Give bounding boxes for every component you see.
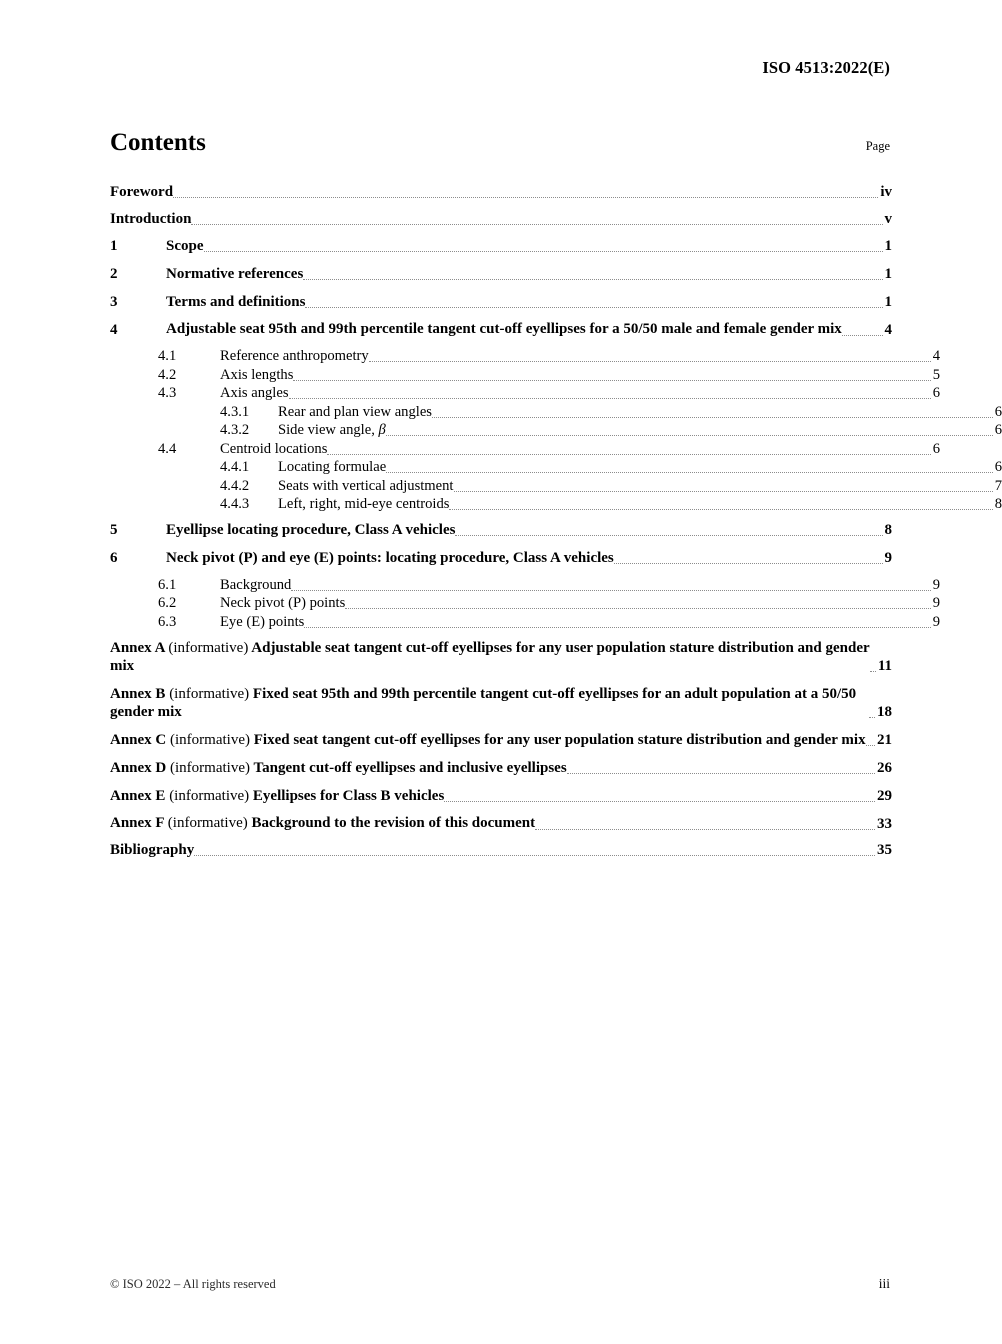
toc-entry-title: Eyellipse locating procedure, Class A vehicles [166, 522, 456, 539]
toc-entry-title: Background [220, 576, 292, 593]
toc-entry-page: 1 [884, 293, 892, 310]
toc-entry-clause-4-4-1[interactable] [110, 459, 1002, 476]
annex-kind: (informative) [169, 787, 250, 804]
toc-entry-number: 4.4.2 [220, 477, 250, 494]
dot-leader [567, 772, 875, 774]
toc-entry-number: 4.4.1 [220, 459, 250, 476]
toc-entry-clause-6-1[interactable] [110, 577, 940, 594]
toc-entry-title: Adjustable seat 95th and 99th percentile tangent cut-off eyellipses for a 50/50 male and female gender mix [166, 321, 842, 338]
toc-title-wrap [278, 404, 993, 421]
toc-title-wrap [166, 265, 883, 283]
toc-entry-page: 9 [884, 550, 892, 567]
toc-entry-title: Locating formulae [278, 459, 387, 476]
toc-entry-number: 4.4.3 [220, 496, 250, 513]
toc-entry-page: 9 [932, 613, 940, 630]
toc-title-wrap [110, 759, 875, 777]
toc-entry-clause-6-3[interactable] [110, 614, 940, 631]
dot-leader [454, 490, 993, 492]
dot-leader [327, 453, 930, 455]
toc-entry-clause-1[interactable] [110, 237, 892, 255]
toc-title-wrap [220, 614, 931, 631]
toc-title-wrap [166, 237, 883, 255]
dot-leader [304, 626, 930, 628]
toc-entry-number: 6.1 [158, 576, 177, 593]
toc-title-wrap [220, 348, 931, 365]
toc-entry-annex-d[interactable] [110, 759, 892, 777]
toc-entry-number: 2 [110, 266, 118, 283]
toc-entry-title [54, 685, 869, 722]
toc-entry-number: 6.2 [158, 595, 177, 612]
toc-entry-page: 6 [994, 422, 1002, 439]
table-of-contents [110, 184, 1002, 869]
toc-entry-clause-6-2[interactable] [110, 595, 940, 612]
dot-leader [444, 800, 875, 802]
toc-entry-number: 4.2 [158, 366, 177, 383]
toc-entry-number: 4.3.1 [220, 403, 250, 420]
toc-entry-clause-4-4-3[interactable] [110, 496, 1002, 513]
toc-entry-page: 6 [994, 459, 1002, 476]
toc-entry-page: v [884, 210, 892, 227]
dot-leader [614, 562, 883, 564]
toc-title-wrap [220, 441, 931, 458]
dot-leader [535, 828, 875, 830]
dot-leader [866, 744, 875, 746]
toc-entry-annex-a[interactable] [110, 639, 892, 676]
annex-label: Annex D [110, 759, 167, 776]
dot-leader [369, 360, 931, 362]
toc-entry-title: Eye (E) points [220, 613, 305, 630]
toc-title-wrap [166, 320, 883, 338]
toc-title-wrap [110, 787, 875, 805]
toc-entry-bibliography[interactable] [110, 842, 892, 859]
toc-entry-number: 4.3.2 [220, 422, 250, 439]
toc-entry-title [54, 759, 567, 777]
toc-entry-page: 7 [994, 477, 1002, 494]
dot-leader [386, 471, 993, 473]
annex-title: Background to the revision of this document [251, 815, 536, 832]
toc-entry-page: 4 [884, 321, 892, 338]
toc-entry-page: 1 [884, 238, 892, 255]
toc-entry-title [54, 731, 866, 749]
dot-leader [455, 534, 882, 536]
dot-leader [449, 508, 992, 510]
toc-entry-clause-4[interactable] [110, 320, 892, 338]
toc-entry-number: 4.3 [158, 385, 177, 402]
page-footer [110, 1276, 890, 1292]
toc-title-wrap [166, 549, 883, 567]
toc-entry-page: 6 [932, 385, 940, 402]
toc-title-wrap [220, 385, 931, 402]
toc-entry-title: Introduction [110, 210, 192, 227]
toc-title-wrap [166, 293, 883, 311]
toc-title-wrap [110, 211, 883, 228]
toc-title-wrap [110, 184, 878, 201]
dot-leader [303, 278, 882, 280]
toc-entry-page: 29 [877, 787, 892, 804]
toc-entry-number: 6 [110, 550, 118, 567]
toc-entry-number: 3 [110, 293, 118, 310]
toc-entry-page: 35 [877, 842, 892, 859]
contents-title-row [110, 130, 890, 155]
toc-title-wrap [110, 731, 875, 749]
toc-entry-annex-e[interactable] [110, 787, 892, 805]
annex-kind: (informative) [167, 815, 248, 832]
copyright-notice: © ISO 2022 – All rights reserved [110, 1277, 276, 1291]
toc-entry-page: 5 [932, 366, 940, 383]
toc-entry-title: Axis angles [220, 385, 289, 402]
annex-kind: (informative) [170, 759, 250, 776]
toc-entry-page: 1 [884, 266, 892, 283]
toc-entry-title: Foreword [110, 184, 174, 200]
toc-entry-page: 8 [884, 522, 892, 539]
toc-entry-page: iv [880, 184, 892, 200]
annex-title: Eyellipses for Class B vehicles [252, 787, 445, 804]
toc-title-wrap [110, 639, 876, 676]
dot-leader [291, 589, 930, 591]
dot-leader [345, 607, 930, 609]
dot-leader [293, 379, 930, 381]
toc-entry-clause-4-1[interactable] [110, 348, 940, 365]
toc-entry-page: 9 [932, 576, 940, 593]
toc-entry-clause-4-3[interactable] [110, 385, 940, 402]
annex-kind: (informative) [169, 685, 250, 702]
toc-entry-title: Left, right, mid-eye centroids [278, 496, 450, 513]
toc-entry-clause-6[interactable] [110, 549, 892, 567]
toc-title-wrap [278, 496, 993, 513]
toc-entry-clause-4-3-1[interactable] [110, 404, 1002, 421]
annex-title: Tangent cut-off eyellipses and inclusive eyellipses [253, 759, 567, 776]
toc-entry-clause-4-2[interactable] [110, 367, 940, 384]
dot-leader [191, 223, 882, 225]
toc-entry-clause-4-4[interactable] [110, 441, 940, 458]
beta-symbol: β [378, 422, 386, 439]
toc-entry-title: Neck pivot (P) and eye (E) points: locating procedure, Class A vehicles [166, 549, 614, 566]
toc-entry-title: Normative references [166, 265, 304, 282]
toc-entry-clause-4-4-2[interactable] [110, 478, 1002, 495]
toc-entry-title [54, 639, 870, 676]
toc-entry-number: 5 [110, 522, 118, 539]
toc-entry-number: 1 [110, 238, 118, 255]
toc-entry-title [54, 787, 444, 805]
toc-entry-introduction[interactable] [110, 211, 892, 228]
toc-title-wrap [110, 685, 875, 722]
toc-entry-page: 21 [877, 732, 892, 749]
dot-leader [204, 250, 883, 252]
toc-title-wrap [278, 422, 993, 439]
toc-entry-page: 11 [877, 658, 892, 675]
toc-entry-title: Bibliography [110, 842, 195, 859]
dot-leader [386, 434, 993, 436]
toc-title-wrap [110, 814, 875, 832]
toc-entry-page: 18 [877, 704, 892, 721]
toc-title-wrap [220, 367, 931, 384]
toc-entry-title: Axis lengths [220, 366, 294, 383]
toc-title-wrap [278, 478, 993, 495]
dot-leader [173, 196, 878, 198]
toc-entry-number: 4.4 [158, 440, 177, 457]
annex-title: Adjustable seat tangent cut-off eyellipses for any user population stature distribution and gender mix [110, 639, 870, 675]
toc-entry-page: 4 [932, 348, 940, 365]
toc-title-wrap [220, 595, 931, 612]
toc-entry-annex-b[interactable] [110, 685, 892, 722]
toc-entry-title: Neck pivot (P) points [220, 595, 346, 612]
toc-entry-page: 33 [877, 815, 892, 832]
toc-title-wrap [278, 459, 993, 476]
toc-title-wrap [166, 521, 883, 539]
annex-label: Annex F [110, 815, 165, 832]
toc-entry-title: Centroid locations [220, 440, 328, 457]
page-column-label: Page [865, 139, 890, 153]
page-folio: iii [878, 1276, 890, 1291]
annex-title: Fixed seat 95th and 99th percentile tangent cut-off eyellipses for an adult population at a 50/50 gender mix [110, 685, 857, 721]
annex-label: Annex C [110, 731, 167, 748]
toc-entry-page: 9 [932, 595, 940, 612]
dot-leader [194, 854, 875, 856]
annex-label: Annex A [110, 639, 165, 656]
toc-entry-page: 6 [932, 440, 940, 457]
annex-label: Annex B [110, 685, 166, 702]
toc-title-wrap [220, 577, 931, 594]
toc-entry-page: 26 [877, 760, 892, 777]
toc-entry-title: Rear and plan view angles [278, 403, 432, 420]
toc-entry-page: 6 [994, 403, 1002, 420]
dot-leader [842, 334, 883, 336]
toc-entry-clause-3[interactable] [110, 293, 892, 311]
page-title: Contents [110, 129, 206, 156]
toc-entry-number: 4 [110, 321, 118, 338]
toc-entry-title: Reference anthropometry [220, 348, 369, 365]
toc-entry-clause-2[interactable] [110, 265, 892, 283]
toc-entry-number: 4.1 [158, 348, 177, 365]
toc-entry-annex-c[interactable] [110, 731, 892, 749]
dot-leader [289, 397, 931, 399]
toc-entry-page: 8 [994, 496, 1002, 513]
annex-label: Annex E [110, 787, 166, 804]
toc-title-wrap [110, 842, 875, 859]
toc-entry-title [54, 814, 535, 832]
document-header-id: ISO 4513:2022(E) [762, 58, 890, 77]
toc-entry-number: 6.3 [158, 613, 177, 630]
dot-leader [432, 416, 993, 418]
annex-title: Fixed seat tangent cut-off eyellipses for any user population stature distribution and gender mix [253, 731, 866, 748]
dot-leader [305, 306, 882, 308]
toc-entry-clause-4-3-2[interactable] [110, 422, 1002, 439]
toc-entry-clause-5[interactable] [110, 521, 892, 539]
toc-entry-title: Side view angle, β [278, 422, 386, 439]
toc-entry-title: Scope [166, 238, 204, 254]
toc-entry-annex-f[interactable] [110, 814, 892, 832]
toc-entry-title: Seats with vertical adjustment [278, 477, 454, 494]
annex-kind: (informative) [168, 639, 249, 656]
annex-kind: (informative) [170, 731, 250, 748]
toc-entry-foreword[interactable] [110, 184, 892, 201]
toc-entry-title: Terms and definitions [166, 293, 306, 310]
